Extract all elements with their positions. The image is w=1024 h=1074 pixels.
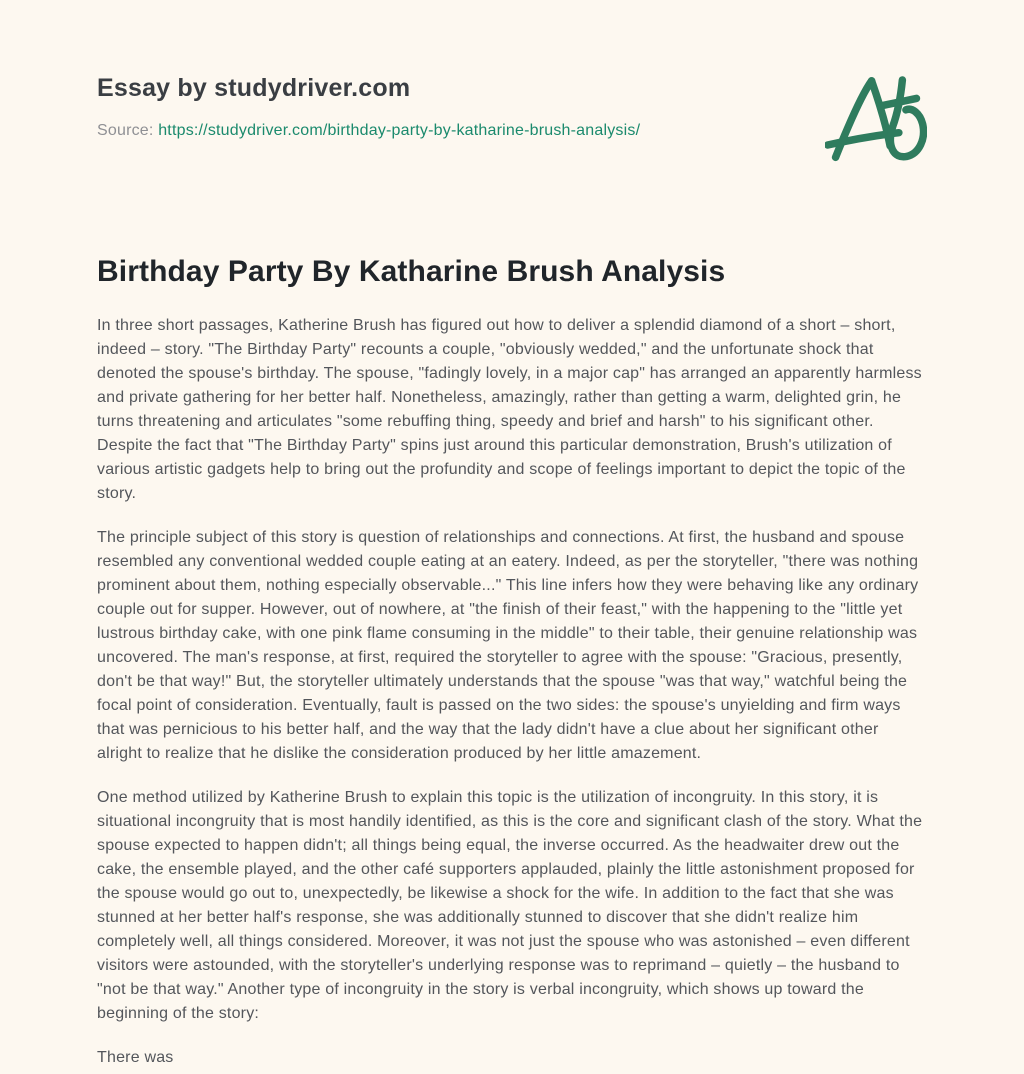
- source-line: [97, 120, 927, 142]
- article-paragraph-4: There was: [97, 1049, 174, 1066]
- article-paragraph-3: One method utilized by Katherine Brush to explain this topic is the utilization of incongruity. In this story, it is situational incongruity that is most handily identified, as this is the core and significant clash of the story. What the spouse expected to happen didn't; all things being equal, the inverse occurred. As the headwaiter drew out the cake, the ensemble played, and the other café supporters applauded, plainly the little astonishment proposed for the spouse would go out to, unexpectedly, be likewise a shock for the wife. In addition to the fact that she was stunned at her better half's response, she was additionally stunned to discover that she didn't realize him completely well, all things considered. Moreover, it was not just the spouse who was astonished – even different visitors were astounded, with the storyteller's underlying response was to reprimand – quietly – the husband to "not be that way." Another type of incongruity in the story is verbal incongruity, which shows up toward the beginning of the story:: [97, 789, 923, 1022]
- studydriver-logo: [825, 67, 927, 165]
- article-paragraph-2: The principle subject of this story is question of relationships and connections. At first, the husband and spouse resembled any conventional wedded couple eating at an eatery. Indeed, as per the storyteller, "there was nothing prominent about them, nothing especially observable..." This line infers how they were behaving like any ordinary couple out for supper. However, out of nowhere, at "the finish of their feast," with the happening to the "little yet lustrous birthday cake, with one pink flame consuming in the middle" to their table, their genuine relationship was uncovered. The man's response, at first, required the storyteller to agree with the spouse: "Gracious, presently, don't be that way!" But, the storyteller ultimately understands that the spouse "was that way," watchful being the focal point of consideration. Eventually, fault is passed on the two sides: the spouse's unyielding and firm ways that was pernicious to his better half, and the way that the lady didn't have a clue about her significant other alright to realize that he dislike the consideration produced by her little amazement.: [97, 529, 919, 762]
- article-paragraph-1: In three short passages, Katherine Brush has figured out how to deliver a splendid diamond of a short – short, indeed – story. "The Birthday Party" recounts a couple, "obviously wedded," and the unfortunate shock that denoted the spouse's birthday. The spouse, "fadingly lovely, in a major cap" has arranged an apparently harmless and private gathering for her better half. Nonetheless, amazingly, rather than getting a warm, delighted grin, he turns threatening and articulates "some rebuffing thing, speedy and brief and harsh" to his significant other. Despite the fact that "The Birthday Party" spins just around this particular demonstration, Brush's utilization of various artistic gadgets help to bring out the profundity and scope of feelings important to depict the topic of the story.: [97, 317, 922, 502]
- article-title: Birthday Party By Katharine Brush Analysis: [97, 255, 726, 288]
- essay-content: [97, 254, 927, 1070]
- a-plus-logo-icon: [825, 67, 927, 165]
- source-link[interactable]: https://studydriver.com/birthday-party-by-katharine-brush-analysis/: [158, 122, 641, 139]
- page-header: [97, 73, 927, 142]
- page-title: Essay by studydriver.com: [97, 74, 411, 102]
- source-label: Source:: [97, 122, 154, 139]
